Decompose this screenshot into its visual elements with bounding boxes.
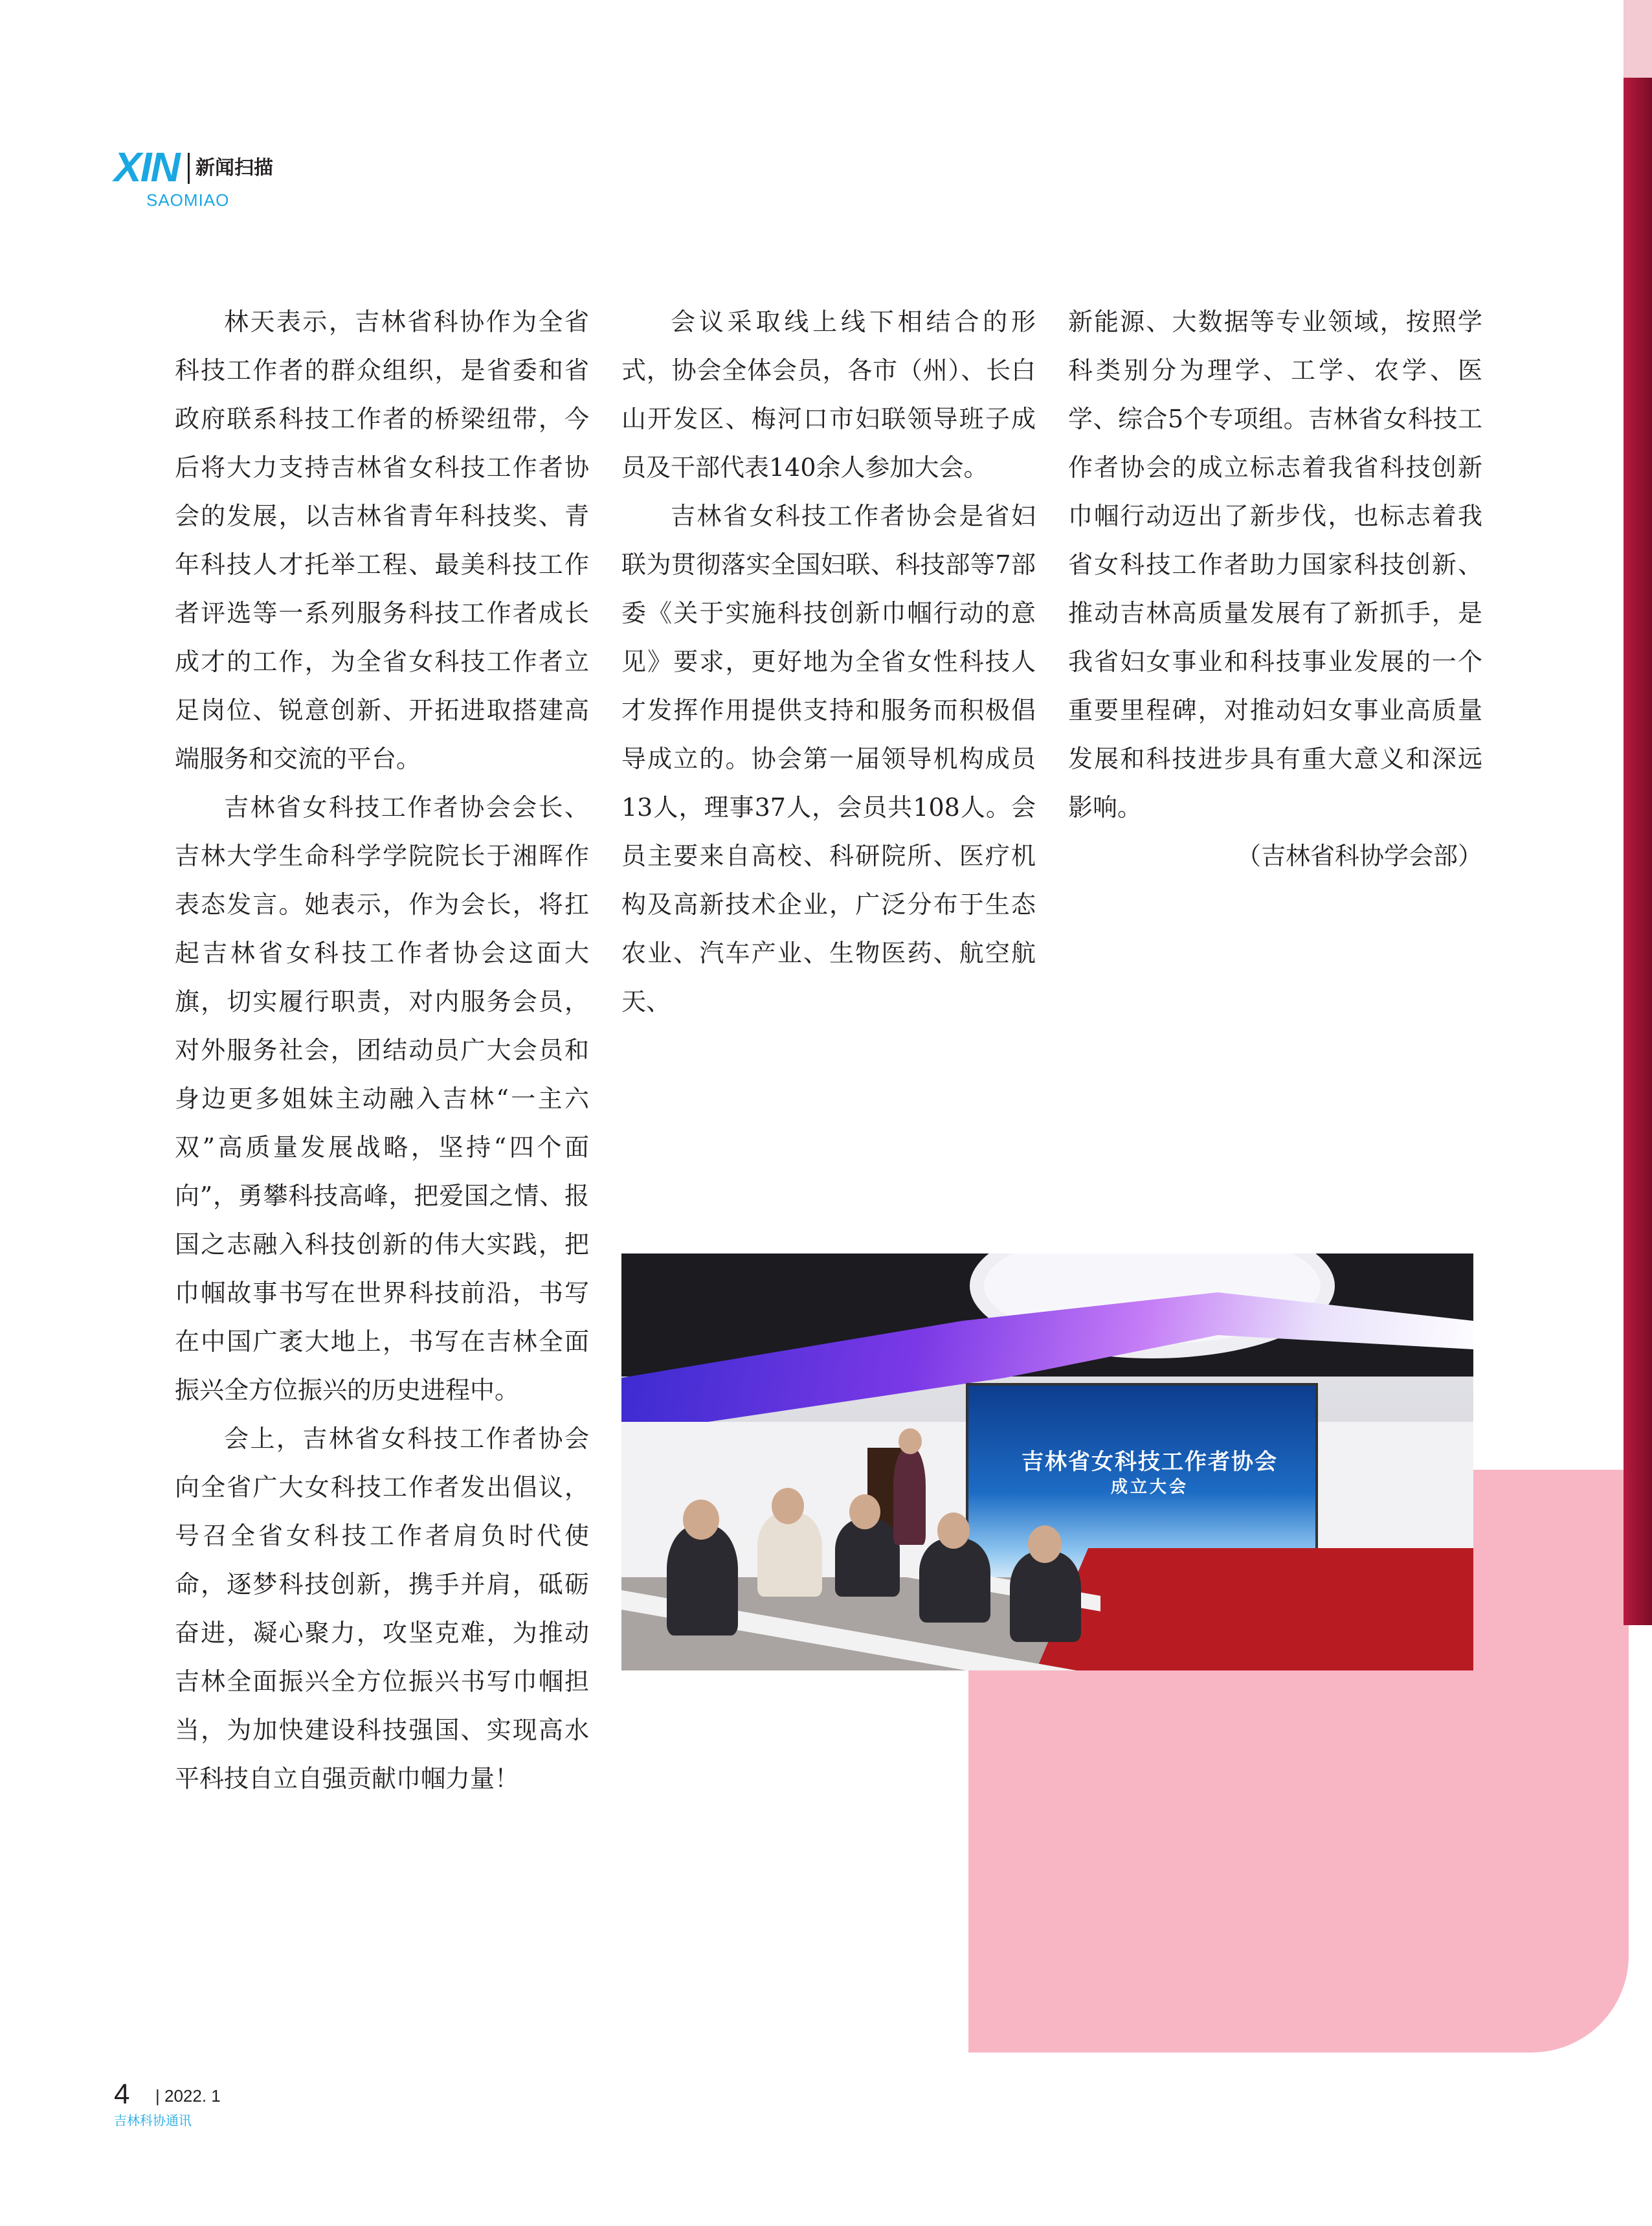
section-pinyin: SAOMIAO	[146, 190, 230, 210]
photo-speaker	[893, 1448, 926, 1545]
screen-subtitle: 成立大会	[1110, 1478, 1189, 1497]
photo-attendee	[1010, 1551, 1081, 1642]
article-column-3	[1068, 298, 1482, 881]
photo-attendee-head	[772, 1488, 804, 1524]
photo-attendee-head	[1028, 1525, 1062, 1563]
article-column-1	[175, 298, 589, 1803]
paragraph: 林天表示，吉林省科协作为全省科技工作者的群众组织，是省委和省政府联系科技工作者的桥梁纽带，今后将大力支持吉林省女科技工作者协会的发展，以吉林省青年科技奖、青年科技人才托举工程、最美科技工作者评选等一系列服务科技工作者成长成才的工作，为全省女科技工作者立足岗位、锐意创新、开拓进取搭建高端服务和交流的平台。	[175, 308, 589, 773]
publication-name: 吉林科协通讯	[114, 2113, 192, 2128]
article-credit: （吉林省科协学会部）	[1236, 842, 1482, 870]
page-edge-bar	[1624, 0, 1652, 1625]
article-column-2	[621, 298, 1036, 1026]
screen-title: 吉林省女科技工作者协会	[1021, 1449, 1278, 1475]
photo-attendee	[919, 1538, 990, 1623]
photo-stage	[1036, 1548, 1473, 1670]
photo-attendee-head	[683, 1500, 719, 1540]
photo-attendee-head	[937, 1512, 970, 1549]
photo-speaker-head	[899, 1428, 922, 1454]
brand-logo: XIN	[114, 144, 179, 190]
conference-photo	[621, 1254, 1473, 1670]
photo-attendee-head	[849, 1494, 880, 1529]
paragraph: 会上，吉林省女科技工作者协会向全省广大女科技工作者发出倡议，号召全省女科技工作者肩负时代使命，逐梦科技创新，携手并肩，砥砺奋进，凝心聚力，攻坚克难，为推动吉林全面振兴全方位振兴书写巾帼担当，为加快建设科技强国、实现高水平科技自立自强贡献巾帼力量！	[175, 1424, 589, 1793]
photo-attendee	[835, 1519, 900, 1597]
page-number: 4	[114, 2078, 130, 2110]
paragraph: 吉林省女科技工作者协会会长、吉林大学生命科学学院院长于湘晖作表态发言。她表示，作为会长，将扛起吉林省女科技工作者协会这面大旗，切实履行职责，对内服务会员，对外服务社会，团结动员广大会员和身边更多姐妹主动融入吉林“一主六双”高质量发展战略，坚持“四个面向”，勇攀科技高峰，把爱国之情、报国之志融入科技创新的伟大实践，把巾帼故事书写在世界科技前沿，书写在中国广袤大地上，书写在吉林全面振兴全方位振兴的历史进程中。	[175, 793, 589, 1404]
paragraph: 会议采取线上线下相结合的形式，协会全体会员，各市（州）、长白山开发区、梅河口市妇联领导班子成员及干部代表140余人参加大会。	[621, 308, 1036, 482]
paragraph: 吉林省女科技工作者协会是省妇联为贯彻落实全国妇联、科技部等7部委《关于实施科技创新巾帼行动的意见》要求，更好地为全省女性科技人才发挥作用提供支持和服务而积极倡导成立的。协会第一届领导机构成员13人，理事37人，会员共108人。会员主要来自高校、科研院所、医疗机构及高新技术企业，广泛分布于生态农业、汽车产业、生物医药、航空航天、	[621, 502, 1036, 1016]
photo-attendee	[757, 1512, 822, 1597]
section-title: 新闻扫描	[195, 157, 273, 179]
paragraph: 新能源、大数据等专业领域，按照学科类别分为理学、工学、农学、医学、综合5个专项组。吉林省女科技工作者协会的成立标志着我省科技创新巾帼行动迈出了新步伐，也标志着我省女科技工作者助力国家科技创新、推动吉林高质量发展有了新抓手，是我省妇女事业和科技事业发展的一个重要里程碑，对推动妇女事业高质量发展和科技进步具有重大意义和深远影响。	[1068, 308, 1482, 822]
brand-divider	[188, 153, 190, 184]
photo-attendee	[667, 1525, 738, 1636]
issue-label: | 2022. 1	[155, 2086, 221, 2106]
page-edge-bar-top	[1624, 0, 1652, 78]
